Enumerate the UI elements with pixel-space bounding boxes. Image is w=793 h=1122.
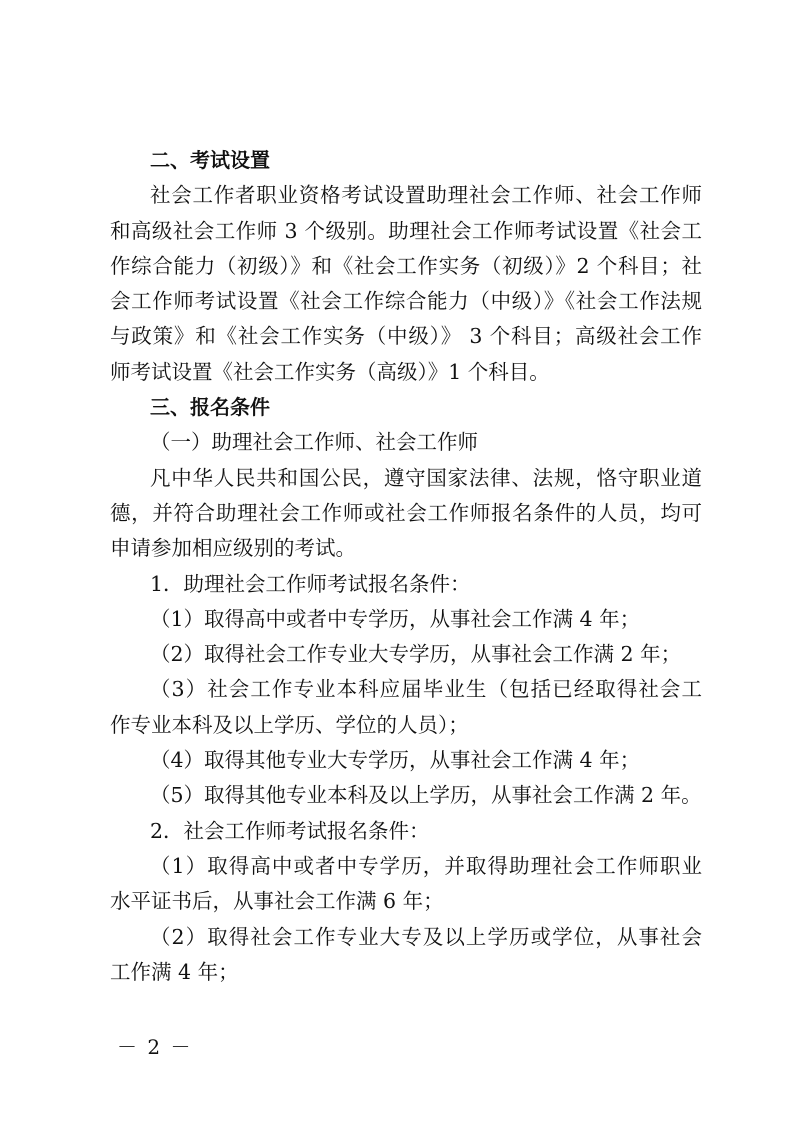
paragraph-line: 德，并符合助理社会工作师或社会工作师报名条件的人员，均可 bbox=[110, 500, 702, 525]
subsection-heading: （一）助理社会工作师、社会工作师 bbox=[150, 430, 478, 455]
paragraph-line: 社会工作者职业资格考试设置助理社会工作师、社会工作师 bbox=[150, 183, 702, 208]
condition-line: 水平证书后，从事社会工作满 6 年； bbox=[110, 889, 444, 914]
paragraph-line: 师考试设置《社会工作实务（高级）》1 个科目。 bbox=[110, 359, 550, 384]
condition-line: （5）取得其他专业本科及以上学历，从事社会工作满 2 年。 bbox=[150, 783, 702, 808]
condition-line: （1）取得高中或者中专学历，并取得助理社会工作师职业 bbox=[150, 853, 702, 878]
item-title-assistant-social-worker: 1．助理社会工作师考试报名条件： bbox=[150, 571, 471, 596]
paragraph-line: 凡中华人民共和国公民，遵守国家法律、法规，恪守职业道 bbox=[150, 465, 702, 490]
paragraph-line: 会工作师考试设置《社会工作综合能力（中级）》《社会工作法规 bbox=[110, 289, 702, 314]
condition-line: （2）取得社会工作专业大专学历，从事社会工作满 2 年； bbox=[150, 642, 682, 667]
condition-line: （3）社会工作专业本科应届毕业生（包括已经取得社会工 bbox=[150, 677, 702, 702]
item-title-social-worker: 2．社会工作师考试报名条件： bbox=[150, 818, 430, 843]
page-number: － 2 － bbox=[117, 1035, 193, 1059]
condition-line: 工作满 4 年； bbox=[110, 959, 239, 984]
paragraph-line: 与政策》和《社会工作实务（中级）》 3 个科目；高级社会工作 bbox=[110, 324, 702, 349]
condition-line: （4）取得其他专业大专学历，从事社会工作满 4 年； bbox=[150, 748, 641, 773]
paragraph-line: 申请参加相应级别的考试。 bbox=[110, 536, 356, 561]
paragraph-line: 和高级社会工作师 3 个级别。助理社会工作师考试设置《社会工 bbox=[110, 218, 702, 243]
condition-line: （1）取得高中或者中专学历，从事社会工作满 4 年； bbox=[150, 606, 641, 631]
document-body bbox=[110, 143, 702, 990]
section-heading-exam-setup: 二、考试设置 bbox=[150, 148, 270, 172]
section-heading-eligibility: 三、报名条件 bbox=[150, 395, 270, 420]
paragraph-line: 作综合能力（初级）》和《社会工作实务（初级）》2 个科目；社 bbox=[110, 253, 702, 278]
condition-line: 作专业本科及以上学历、学位的人员）； bbox=[110, 712, 469, 737]
condition-line: （2）取得社会工作专业大专及以上学历或学位，从事社会 bbox=[150, 924, 702, 949]
